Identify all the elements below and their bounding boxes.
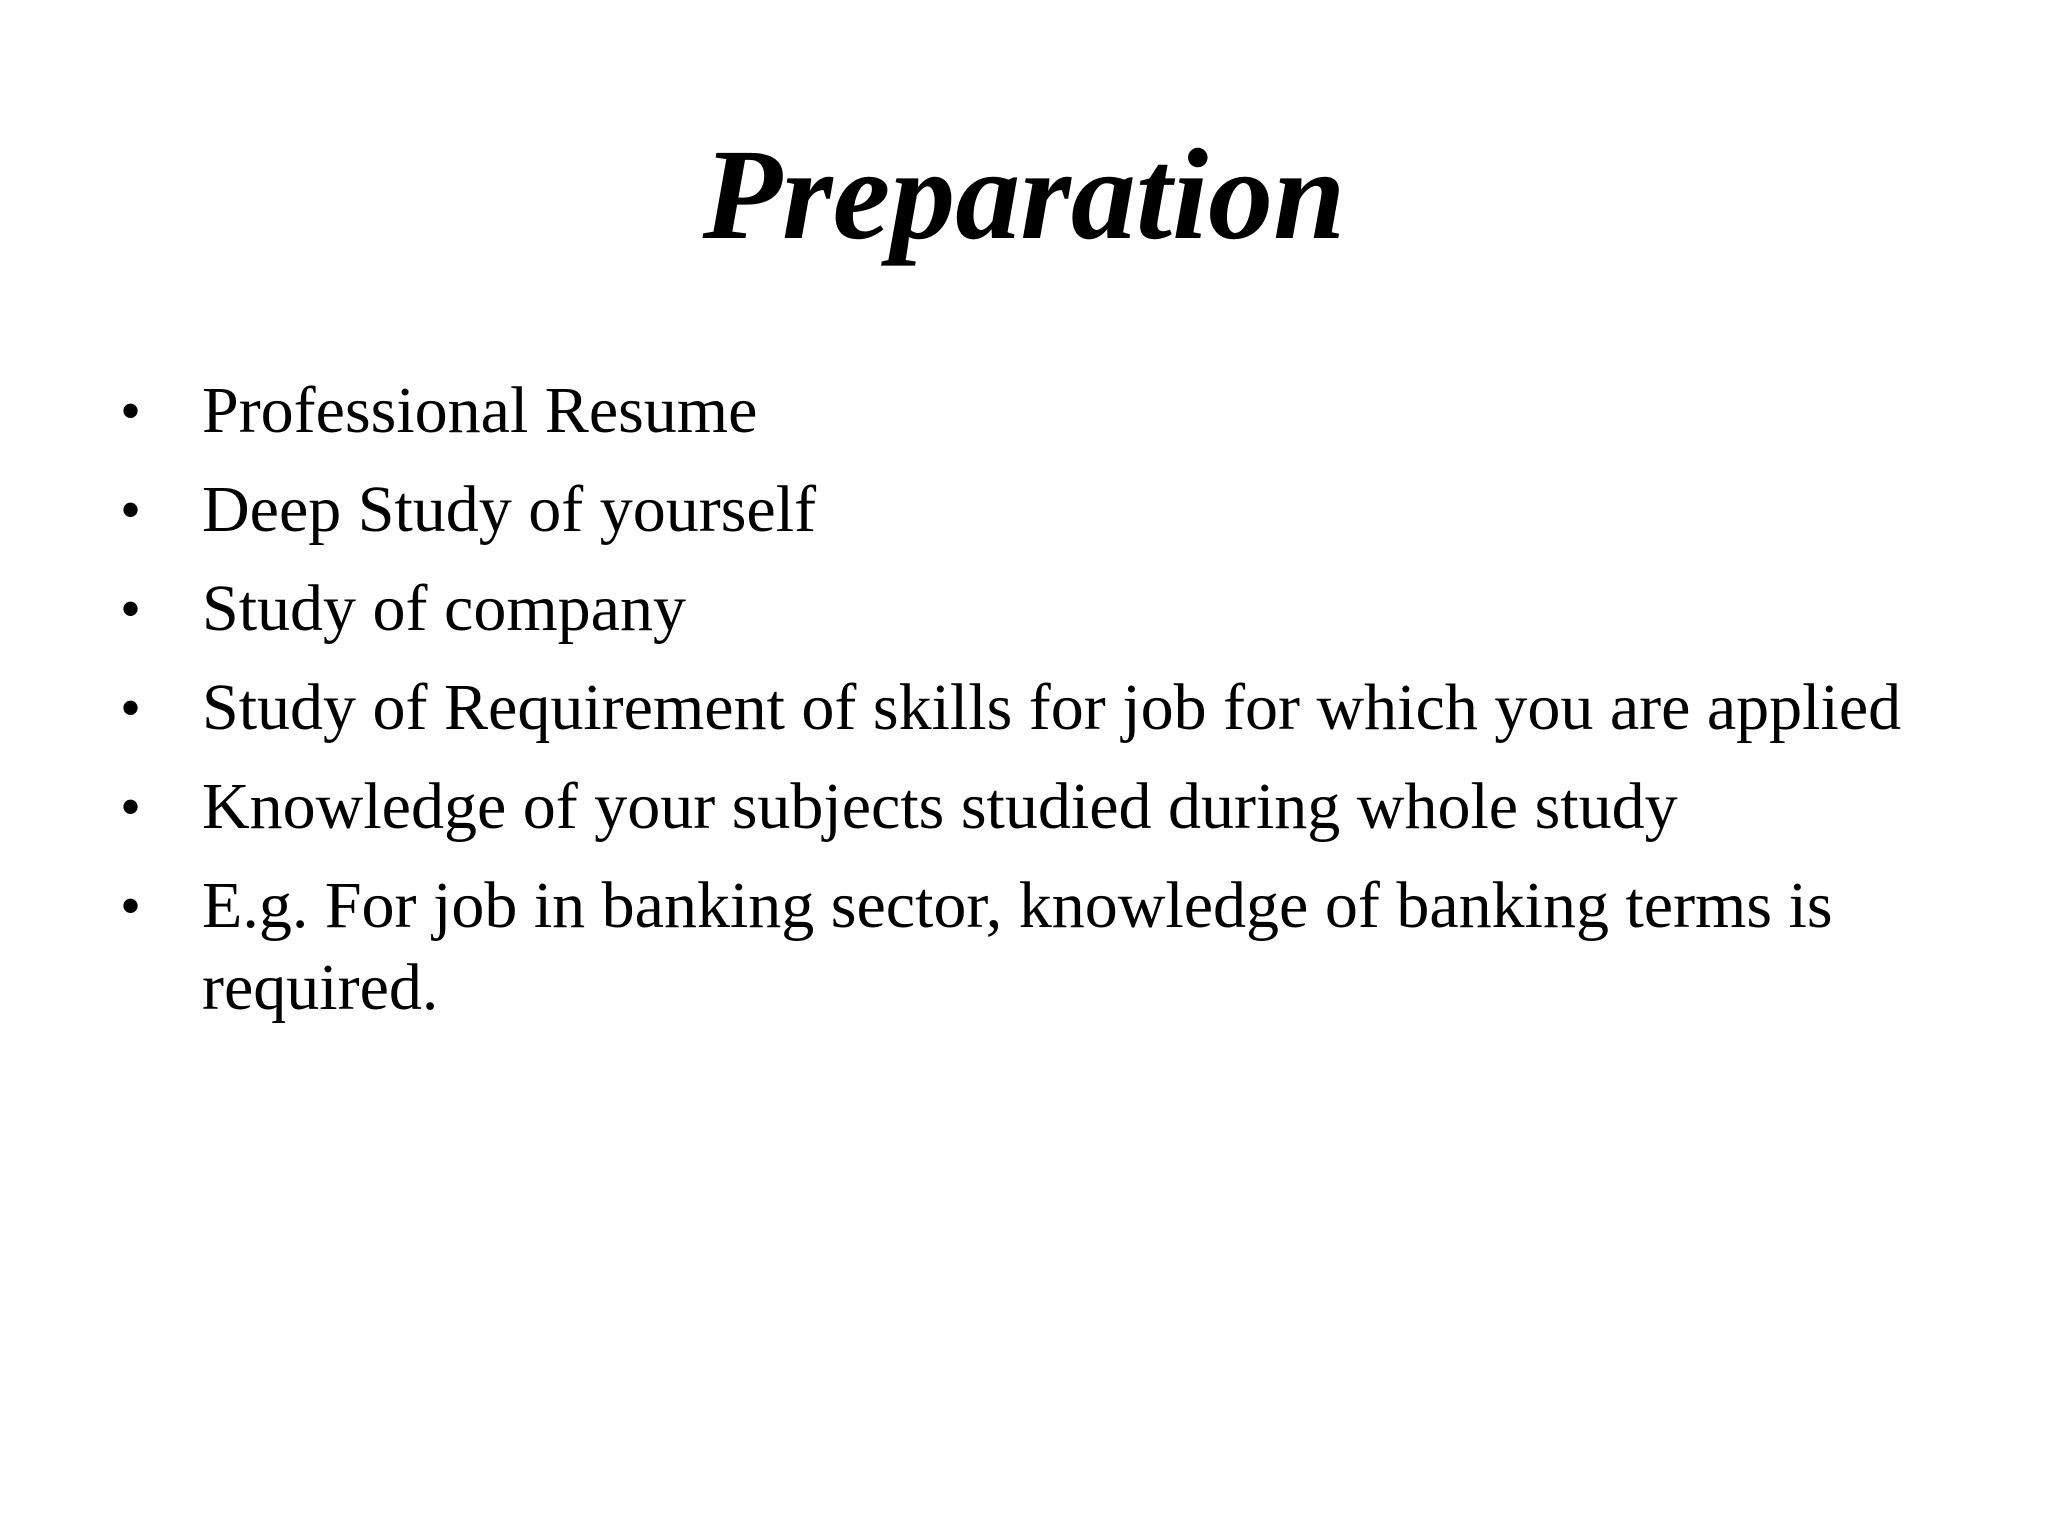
bullet-text: Knowledge of your subjects studied during whole study: [202, 770, 1678, 843]
bullet-icon: •: [120, 576, 142, 642]
bullet-item-skill-requirements: [120, 667, 1980, 749]
bullet-icon: •: [120, 675, 142, 741]
bullet-item-study-of-company: [120, 568, 1980, 650]
bullet-text: Study of company: [202, 572, 686, 645]
bullet-text: Professional Resume: [202, 374, 758, 447]
bullet-item-deep-study: [120, 469, 1980, 551]
bullet-text: Study of Requirement of skills for job for which you are applied: [202, 671, 1902, 744]
bullet-list: [120, 370, 1980, 1046]
bullet-item-banking-example: [120, 865, 1980, 1029]
slide-title: Preparation: [702, 123, 1346, 267]
bullet-icon: •: [120, 378, 142, 444]
bullet-text: Deep Study of yourself: [202, 473, 817, 546]
bullet-text: E.g. For job in banking sector, knowledge of banking terms is required.: [202, 869, 1833, 1024]
bullet-icon: •: [120, 873, 142, 939]
bullet-item-subject-knowledge: [120, 766, 1980, 848]
bullet-icon: •: [120, 774, 142, 840]
bullet-icon: •: [120, 477, 142, 543]
bullet-item-professional-resume: [120, 370, 1980, 452]
